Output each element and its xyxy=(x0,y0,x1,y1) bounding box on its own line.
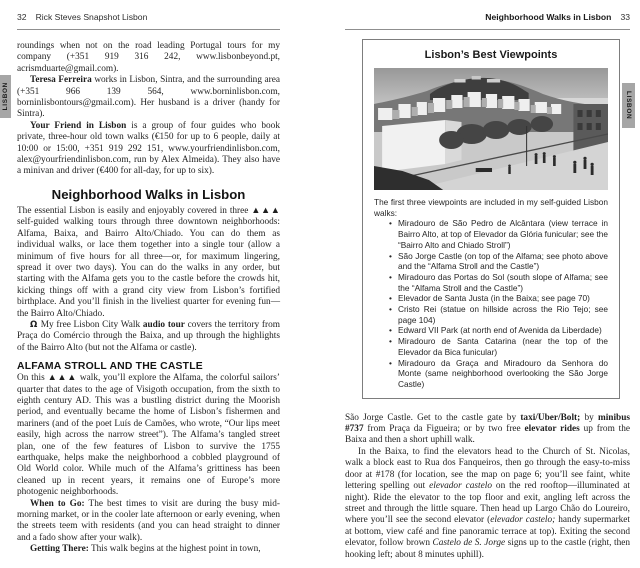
text-run: elevator rides xyxy=(524,424,580,435)
sidebar-title: Lisbon’s Best Viewpoints xyxy=(424,49,558,61)
viewpoint-item: • Cristo Rei (statue on hillside across the Rio Tejo; see page 104) xyxy=(389,304,608,325)
text-run: from Praça da Figueira; or by two free xyxy=(363,424,525,435)
running-head-title: Rick Steves Snapshot Lisbon xyxy=(35,12,148,22)
chapter-tab-label: LISBON xyxy=(625,91,632,120)
text-run: The essential Lisbon is easily and enjoyably covered in three ▲▲▲ self-guided walking tours through three downtown neighborhoods: Alfama, Baixa, and Bairro Alto/Chiado. You can do them as individual walks, or lace them together into a single tour (allow a minimum of five hours for all three—or, for maximum lingering, spread it over two days). You can do the walks in any order, but starting with the Alfama gets you to the castle before the crowds hit, kicking things off with a grand city view from Lisbon’s fortified birthplace. And you’ll finish in the liveliest quarter for evening fun—the Bairro Alto/Chiado. xyxy=(17,205,280,319)
page-number: 32 xyxy=(17,12,27,22)
text-run: by xyxy=(580,412,598,423)
text-run: When to Go: xyxy=(30,498,85,509)
headphones-icon: Ω xyxy=(30,319,41,330)
running-header-left xyxy=(17,12,280,25)
paragraph xyxy=(17,121,280,178)
viewpoint-item: • Miradouro de Santa Catarina (near the top of the Elevador da Bica funicular) xyxy=(389,336,608,357)
paragraph xyxy=(17,320,280,354)
viewpoint-item: • Edward VII Park (at north end of Avenida da Liberdade) xyxy=(389,325,608,336)
viewpoint-photo xyxy=(374,68,608,190)
text-run: up from the Baixa and then a short uphill walk. xyxy=(345,424,630,446)
viewpoint-item: • Elevador de Santa Justa (in the Baixa; see page 70) xyxy=(389,293,608,304)
lisbon-cityscape-illustration xyxy=(374,68,608,190)
paragraph xyxy=(17,373,280,498)
page-left xyxy=(17,12,280,556)
text-run: elevador castelo xyxy=(429,481,492,492)
paragraph xyxy=(345,413,630,447)
right-page-content xyxy=(345,413,630,561)
paragraph xyxy=(17,206,280,320)
header-rule xyxy=(17,29,280,30)
text-run: on the red rooftop—illuminated at night). Ride the elevator to the top floor and exit, angling left across the street and through the little square. Then head up Largo Chão do Loureiro, where you’ll see the second elevator ( xyxy=(345,481,630,526)
text-run: Teresa Ferreira xyxy=(30,75,92,86)
text-run: Castelo de S. Jorge xyxy=(432,538,506,549)
left-page-content xyxy=(17,41,280,556)
text-run: roundings when not on the road leading Portugal tours for my company (+351 919 316 242, www.lisbonbeyond.pt, acrismduarte@gmail.com). xyxy=(17,41,280,74)
running-head-title: Neighborhood Walks in Lisbon xyxy=(485,12,612,22)
page-right xyxy=(345,12,630,561)
paragraph xyxy=(17,499,280,545)
text-run: covers the territory from Praça do Comércio through the Baixa, and up through the highlights of the Bairro Alto (but not the Alfama or castle). xyxy=(17,319,280,353)
text-run: handy supermarket at bottom, view café and fine panoramic terrace at top). Exiting the second elevator, follow brown xyxy=(345,515,630,549)
text-run: signs up to the castle (right, then hooking left; about 8 minutes uphill). xyxy=(345,538,631,560)
viewpoint-item: • Miradouro de São Pedro de Alcântara (view terrace in Bairro Alto, at top of Elevador da Glória funicular; see the “Bairro Alto and Chiado Stroll”) xyxy=(389,218,608,250)
text-run: Getting There: xyxy=(30,544,89,555)
text-run: taxi/Uber/Bolt; xyxy=(520,412,581,423)
chapter-tab-label: LISBON xyxy=(2,82,9,111)
viewpoint-item: • Miradouro da Graça and Miradouro da Senhora do Monte (same neighborhood overlooking the São Jorge Castle) xyxy=(389,358,608,390)
viewpoint-item: • São Jorge Castle (on top of the Alfama; see photo above and the “Alfama Stroll and the Castle”) xyxy=(389,251,608,272)
text-run: São Jorge Castle. Get to the castle gate by xyxy=(345,412,521,423)
viewpoint-item: • Miradouro das Portas do Sol (south slope of Alfama; see the “Alfama Stroll and the Castle”) xyxy=(389,272,608,293)
text-run: elevador castelo; xyxy=(490,515,556,526)
text-run: On this ▲▲▲ walk, you’ll explore the Alfama, the colorful sailors’ quarter that dates to the age of Visigoth occupation, from the sixth to eighth century AD. This was a bustling district during the Moorish period, and eventually became the home of Lisbon’s fishermen and mariners (and of the poet Luís de Camões, who wrote, “Our lips meet easily, high across the narrow street”). The Alfama’s tangled street plan, one of the few features of Lisbon to survive the 1755 earthquake, helps make the neighborhood a cobbled playground of Old World color. While much of the Alfama’s grittiness has been cleaned up in recent years, it remains one of Europe’s more photogenic neighborhoods. xyxy=(17,373,280,498)
paragraph xyxy=(345,447,630,561)
sidebar-intro: The first three viewpoints are included in my self-guided Lisbon walks: xyxy=(374,197,608,218)
paragraph xyxy=(17,75,280,121)
text-run: works in Lisbon, Sintra, and the surrounding area (+351 966 139 564, www.borninlisbon.com, borninlisbontours@gmail.com). Her husband is a driver (handy for Sintra). xyxy=(17,75,281,120)
paragraph xyxy=(17,41,280,75)
running-header-right xyxy=(345,12,630,25)
text-run: The best times to visit are during the busy mid-morning market, or in the cooler late afternoon or early evening, when the streets teem with residents (and you can head straight to dinner and a fado show after your walk). xyxy=(17,498,281,543)
text-run: Your Friend in Lisbon xyxy=(30,120,127,131)
text-run: In the Baixa, to find the elevators head to the Church of St. Nicolas, walk a block east to Rua dos Fanqueiros, then go through the easy-to-miss door at #178 (for location, see the map on page 6; you’ll see faint, white lettering spelling out xyxy=(345,446,630,492)
text-run: My free Lisbon City Walk xyxy=(40,319,143,330)
chapter-tab-left xyxy=(0,75,11,118)
text-run: This walk begins at the highest point in town, xyxy=(88,544,261,555)
header-rule xyxy=(345,29,630,30)
subsection-heading: ALFAMA STROLL AND THE CASTLE xyxy=(17,361,203,373)
section-heading: Neighborhood Walks in Lisbon xyxy=(51,186,246,202)
text-run: is a group of four guides who book private, three-hour old town walks (€150 for up to 6 people, daily at 10:00 or 15:00, +351 919 292 151, www.yourfriendinlisbon.com, alex@yourfriendinlisbon.com, run by Alex Almeida). They also have a minivan and driver (€400 for all-day, for up to six). xyxy=(17,120,280,177)
text-run: minibus #737 xyxy=(345,412,630,435)
paragraph xyxy=(17,544,280,555)
page-number: 33 xyxy=(620,12,630,22)
text-run: audio tour xyxy=(142,319,185,330)
viewpoints-sidebar-box xyxy=(362,39,620,399)
viewpoints-list xyxy=(374,218,608,389)
